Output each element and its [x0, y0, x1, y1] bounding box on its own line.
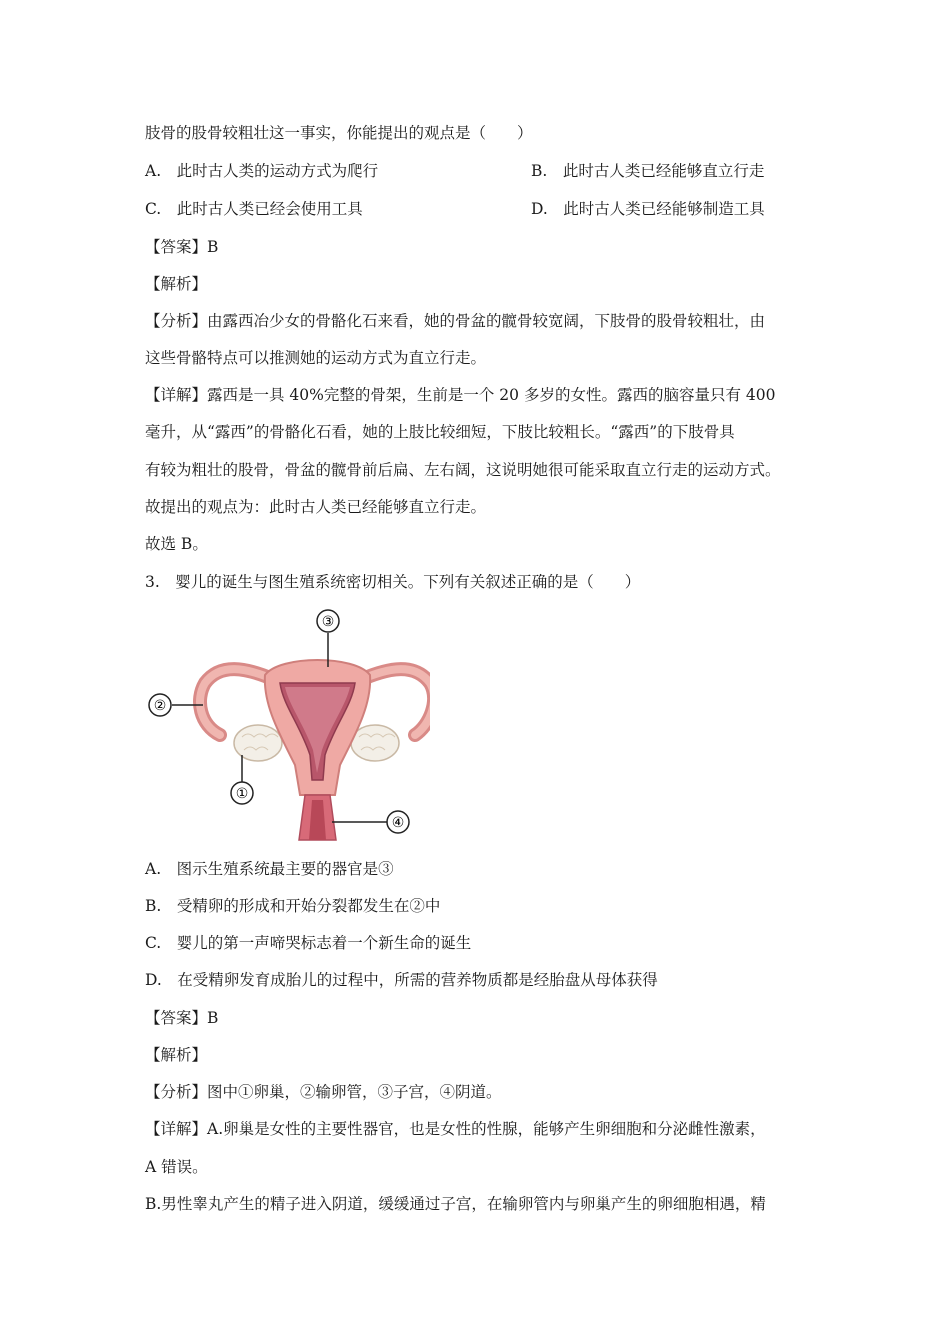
q2-option-c: C. 此时古人类已经会使用工具 — [145, 200, 363, 218]
q2-detail-2: 毫升，从“露西”的骨骼化石看，她的上肢比较细短，下肢比较粗长。“露西”的下肢骨具 — [145, 423, 735, 441]
figure-label-1: ① — [235, 786, 249, 802]
q2-answer: 【答案】B — [145, 238, 219, 256]
q3-jiexi: 【解析】 — [145, 1046, 208, 1064]
q3-option-b: B. 受精卵的形成和开始分裂都发生在②中 — [145, 897, 441, 915]
figure-label-4: ④ — [391, 815, 405, 831]
left-ovary — [234, 725, 282, 761]
q3-answer: 【答案】B — [145, 1009, 219, 1027]
right-ovary — [351, 725, 399, 761]
q3-option-d: D. 在受精卵发育成胎儿的过程中，所需的营养物质都是经胎盘从母体获得 — [145, 971, 658, 989]
q2-option-d: D. 此时古人类已经能够制造工具 — [531, 200, 765, 218]
q2-jiexi: 【解析】 — [145, 275, 208, 293]
q3-detail-1: 【详解】A.卵巢是女性的主要性器官，也是女性的性腺，能够产生卵细胞和分泌雌性激素， — [145, 1120, 766, 1138]
q2-analysis-1: 【分析】由露西冶少女的骨骼化石来看，她的骨盆的髋骨较宽阔，下肢骨的股骨较粗壮，由 — [145, 312, 766, 330]
q2-detail-3: 有较为粗壮的股骨，骨盆的髋骨前后扁、左右阔，这说明她很可能采取直立行走的运动方式。 — [145, 461, 781, 479]
q3-option-a: A. 图示生殖系统最主要的器官是③ — [145, 860, 394, 878]
q2-option-a: A. 此时古人类的运动方式为爬行 — [145, 162, 379, 180]
q3-option-c: C. 婴儿的第一声啼哭标志着一个新生命的诞生 — [145, 934, 472, 952]
q2-detail-4: 故提出的观点为：此时古人类已经能够直立行走。 — [145, 498, 487, 516]
q3-detail-3: B.男性睾丸产生的精子进入阴道，缓缓通过子宫，在输卵管内与卵巢产生的卵细胞相遇，精 — [145, 1195, 766, 1213]
q2-option-b: B. 此时古人类已经能够直立行走 — [531, 162, 765, 180]
q2-stem-tail: 肢骨的股骨较粗壮这一事实，你能提出的观点是（ ） — [145, 124, 533, 142]
figure-label-2: ② — [153, 698, 167, 714]
q3-analysis: 【分析】图中①卵巢，②输卵管，③子宫，④阴道。 — [145, 1083, 502, 1101]
q2-conclusion: 故选 B。 — [145, 535, 208, 553]
reproductive-system-figure — [140, 605, 430, 845]
q3-stem: 3. 婴儿的诞生与图生殖系统密切相关。下列有关叙述正确的是（ ） — [145, 573, 641, 591]
q2-analysis-2: 这些骨骼特点可以推测她的运动方式为直立行走。 — [145, 349, 487, 367]
figure-label-3: ③ — [321, 614, 335, 630]
uterus-illustration — [140, 605, 430, 845]
q2-detail-1: 【详解】露西是一具 40%完整的骨架，生前是一个 20 多岁的女性。露西的脑容量只有 400 — [145, 386, 776, 404]
q3-detail-2: A 错误。 — [145, 1158, 208, 1176]
